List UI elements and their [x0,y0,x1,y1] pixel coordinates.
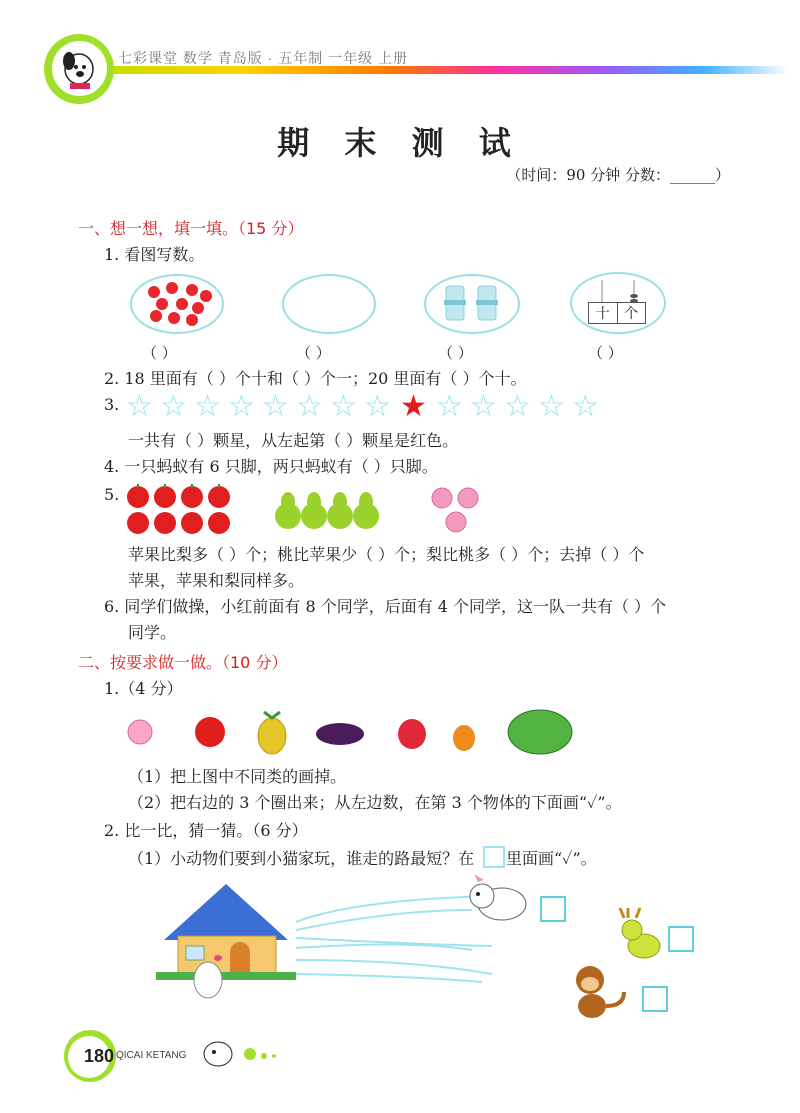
question-1-1: 1. 看图写数。 [104,245,205,264]
answer-box-example [483,846,505,868]
red-star-icon: ★ [400,389,427,424]
star-icon: ☆ [262,389,289,424]
answer-blank-1[interactable]: （ ） [142,344,177,362]
question-1-5-line1: 苹果比梨多（ ）个；桃比苹果少（ ）个；梨比桃多（ ）个；去掉（ ）个 [128,545,645,564]
question-2-1: 1.（4 分） [104,679,183,698]
question-1-5-number: 5. [104,485,120,504]
objects-row [124,704,584,762]
section-2-heading: 二、按要求做一做。（10 分） [78,653,288,672]
answer-box-monkey[interactable] [642,986,668,1012]
question-1-2: 2. 18 里面有（ ）个十和（ ）个一；20 里面有（ ）个十。 [104,369,527,388]
star-icon: ☆ [160,389,187,424]
star-icon: ☆ [436,389,463,424]
page-number: 180 [84,1046,115,1066]
paths [292,890,492,994]
pears-group [272,486,384,534]
question-1-5-line2: 苹果，苹果和梨同样多。 [128,571,305,590]
answer-blank-2[interactable]: （ ） [296,344,331,362]
oval-bundles [424,274,520,334]
question-2-1-b: （2）把右边的 3 个圈出来；从左边数，在第 3 个物体的下面画“✓”。 [128,793,622,812]
tens-label: 十 [589,303,618,323]
question-2-1-a: （1）把上图中不同类的画掉。 [128,767,347,786]
question-2-2: 2. 比一比，猜一猜。（6 分） [104,821,308,840]
star-icon: ☆ [470,389,497,424]
star-icon: ☆ [228,389,255,424]
apples-group [124,484,234,540]
page-title: 期 末 测 试 [277,124,523,162]
star-icon: ☆ [194,389,221,424]
question-1-4: 4. 一只蚂蚁有 6 只脚，两只蚂蚁有（ ）只脚。 [104,457,438,476]
answer-box-dog[interactable] [540,896,566,922]
star-row [126,389,606,424]
exam-meta: （时间：90 分钟 分数：______） [506,166,730,184]
mascot-logo [52,41,107,96]
oval-strawberries [130,274,224,334]
star-icon: ☆ [538,389,565,424]
footer-brand: QICAI KETANG [116,1050,187,1061]
dog-animal [464,874,532,930]
house-with-cat [156,880,296,1004]
answer-blank-4[interactable]: （ ） [588,344,623,362]
star-icon: ☆ [330,389,357,424]
star-icon: ☆ [296,389,323,424]
answer-box-deer[interactable] [668,926,694,952]
monkey-animal [566,962,630,1024]
section-1-heading: 一、想一想，填一填。（15 分） [78,219,304,238]
question-1-6-line2: 同学。 [128,623,177,642]
question-2-2-a-prefix: （1）小动物们要到小猫家玩，谁走的路最短？在 [128,849,475,868]
question-1-6-line1: 6. 同学们做操，小红前面有 8 个同学，后面有 4 个同学，这一队一共有（ ）个 [104,597,667,616]
oval-empty [282,274,376,334]
ones-label: 个 [624,306,639,322]
header-text: 七彩课堂 数学 青岛版 · 五年制 一年级 上册 [118,50,408,66]
question-1-3: 一共有（ ）颗星，从左起第（ ）颗星是红色。 [128,431,459,450]
star-icon: ☆ [126,389,153,424]
question-2-2-a-suffix: 里面画“✓”。 [506,849,597,868]
answer-blank-3[interactable]: （ ） [438,344,473,362]
peaches-group [428,486,484,538]
question-1-3-number: 3. [104,395,120,414]
star-icon: ☆ [572,389,599,424]
footer-mascot-logo [200,1038,290,1074]
place-value-table [588,302,646,324]
star-icon: ☆ [364,389,391,424]
star-icon: ☆ [504,389,531,424]
